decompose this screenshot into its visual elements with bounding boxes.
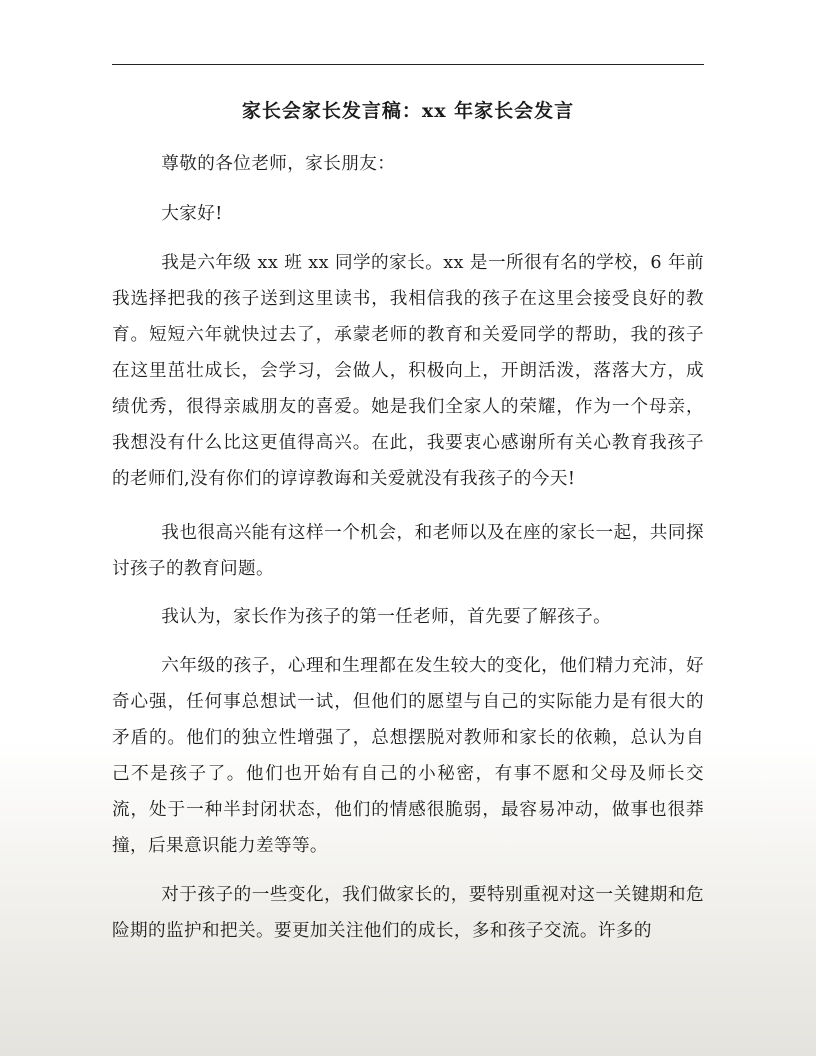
body-paragraph-1: 我是六年级 xx 班 xx 同学的家长。xx 是一所很有名的学校，6 年前我选择把我的孩子送到这里读书，我相信我的孩子在这里会接受良好的教育。短短六年就快过去了，承蒙老师的教育和关爱同学的帮助，我的孩子在这里茁壮成长，会学习，会做人，积极向上，开朗活泼，落落大方，成绩优秀，很得亲戚朋友的喜爱。她是我们全家人的荣耀，作为一个母亲，我想没有什么比这更值得高兴。在此，我要衷心感谢所有关心教育我孩子的老师们,没有你们的谆谆教诲和关爱就没有我孩子的今天! [112, 253, 704, 489]
greeting-paragraph: 大家好! [161, 204, 223, 224]
body-paragraph-4: 六年级的孩子，心理和生理都在发生较大的变化，他们精力充沛，好奇心强，任何事总想试一试，但他们的愿望与自己的实际能力是有很大的矛盾的。他们的独立性增强了，总想摆脱对教师和家长的依赖，总认为自己不是孩子了。他们也开始有自己的小秘密，有事不愿和父母及师长交流，处于一种半封闭状态，他们的情感很脆弱，最容易冲动，做事也很莽撞，后果意识能力差等等。 [112, 656, 704, 856]
body-paragraph-2: 我也很高兴能有这样一个机会，和老师以及在座的家长一起，共同探讨孩子的教育问题。 [112, 523, 704, 579]
salutation-paragraph: 尊敬的各位老师，家长朋友： [161, 154, 396, 174]
header-rule [112, 64, 704, 65]
body-paragraph-3: 我认为，家长作为孩子的第一任老师，首先要了解孩子。 [161, 607, 612, 627]
document-title: 家长会家长发言稿：xx 年家长会发言 [241, 100, 575, 122]
body-paragraph-5: 对于孩子的一些变化，我们做家长的，要特别重视对这一关键期和危险期的监护和把关。要更加关注他们的成长，多和孩子交流。许多的 [112, 885, 704, 941]
